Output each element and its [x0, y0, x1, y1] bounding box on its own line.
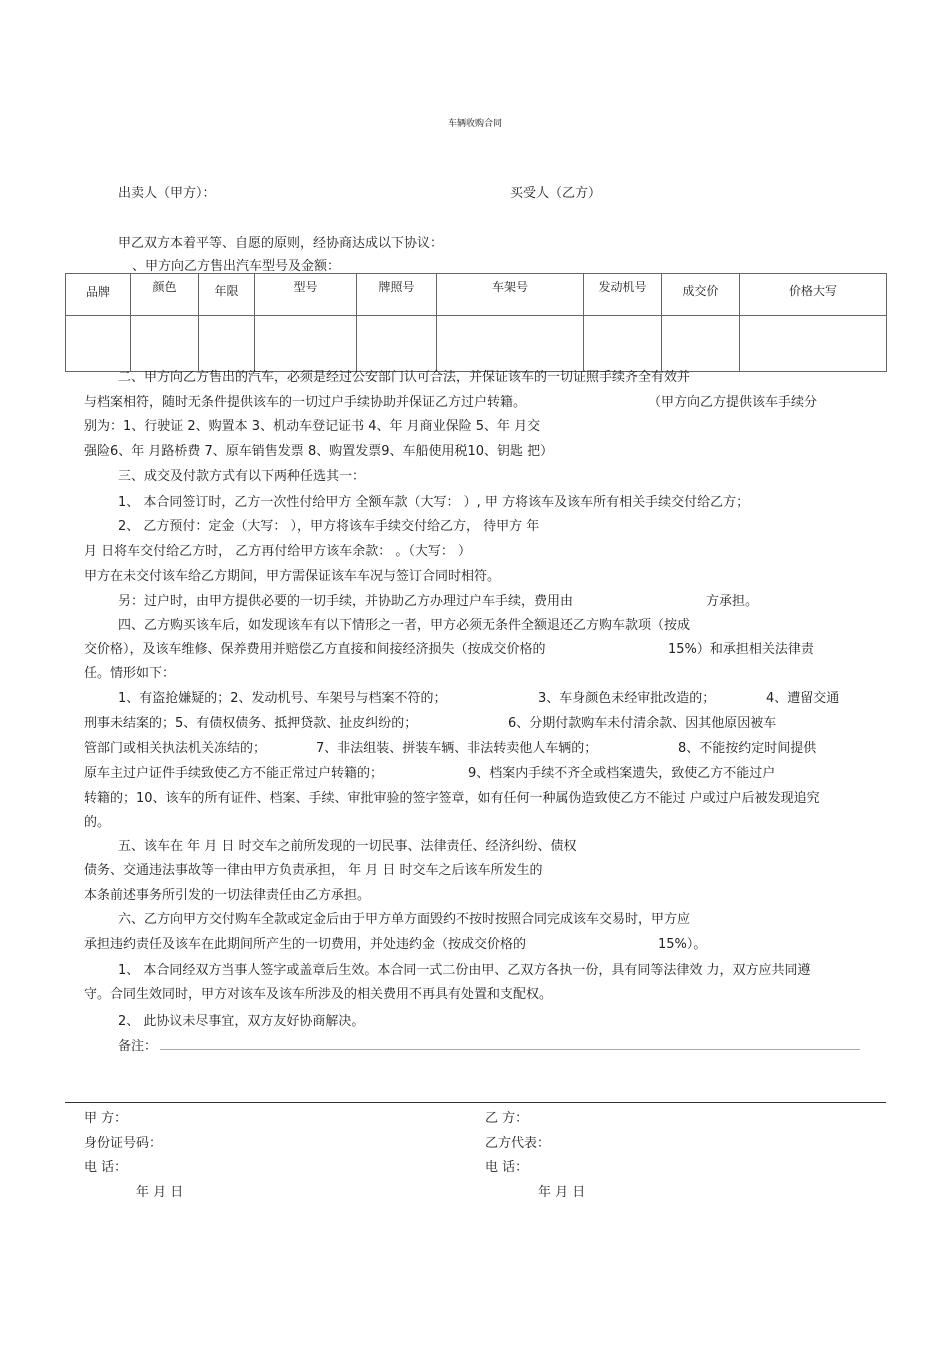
section2-line3: 别为：1、行驶证 2、购置本 3、机动车登记证书 4、年 月商业保险 5、年 月交 [84, 419, 541, 434]
section3-option2-cont: 月 日将车交付给乙方时， 乙方再付给甲方该车余款： 。（大写： ） [84, 544, 472, 559]
col-plate: 牌照号 [357, 274, 437, 316]
section2-line4: 强险6、年 月路桥费 7、原车销售发票 8、购置发票9、车船使用税10、钥匙 把） [84, 444, 554, 459]
section4-line6-c: 8、不能按约定时间提供 [678, 741, 817, 756]
cell-price[interactable] [662, 316, 740, 372]
section2-line1: 二、甲方向乙方售出的汽车，必须是经过公安部门认可合法，并保证该车的一切证照手续齐全有效并 [118, 370, 691, 385]
seller-label: 出卖人（甲方）： [118, 186, 216, 201]
cell-vin[interactable] [437, 316, 584, 372]
page-title: 车辆收购合同 [447, 119, 502, 129]
section4-line2: 交价格），及该车维修、保养费用并赔偿乙方直接和间接经济损失（按成交价格的 [84, 642, 546, 657]
section6-line1: 六、乙方向甲方交付购车全款或定金后由于甲方单方面毁约不按时按照合同完成该车交易时，甲方应 [118, 912, 691, 927]
section6-line2-end: 15%）。 [658, 937, 707, 952]
section2-line2: 与档案相符，随时无条件提供该车的一切过户手续协助并保证乙方过户转籍。 [84, 395, 527, 410]
cell-engine[interactable] [584, 316, 662, 372]
final-clause1-cont: 守。合同生效同时，甲方对该车及该车所涉及的相关费用不再具有处置和支配权。 [84, 987, 553, 1002]
section4-line7: 原车主过户证件手续致使乙方不能正常过户转籍的； [84, 766, 384, 781]
section3-guarantee: 甲方在未交付该车给乙方期间，甲方需保证该车车况与签订合同时相符。 [84, 569, 501, 584]
remarks-label: 备注： [118, 1039, 158, 1054]
date-a: 年 月 日 [136, 1185, 184, 1200]
section4-line6-b: 7、非法组装、拼装车辆、非法转卖他人车辆的； [316, 741, 598, 756]
cell-years[interactable] [199, 316, 255, 372]
phone-b-label: 电 话： [485, 1160, 529, 1175]
id-number-label: 身份证号码： [84, 1136, 163, 1151]
buyer-label: 买受人（乙方） [510, 186, 602, 201]
section4-line5: 刑事未结案的；5、有债权债务、抵押贷款、扯皮纠纷的； [84, 716, 418, 731]
section4-line4: 1、有盗抢嫌疑的；2、发动机号、车架号与档案不符的； [118, 691, 447, 706]
table-header-row [66, 274, 887, 316]
cell-plate[interactable] [357, 316, 437, 372]
col-model: 型号 [255, 274, 357, 316]
rep-b-label: 乙方代表： [485, 1136, 551, 1151]
table-row [66, 316, 887, 372]
section4-line9: 的。 [84, 815, 111, 830]
section4-line3: 任。情形如下： [84, 666, 176, 681]
section2-line2-note: （甲方向乙方提供该车手续分 [648, 395, 818, 410]
section4-line8: 转籍的；10、该车的所有证件、档案、手续、审批审验的签字签章，如有任何一种属伪造致使乙方不能过 户或过户后被发现追究 [84, 791, 820, 806]
col-brand: 品牌 [66, 274, 131, 316]
col-years: 年限 [199, 274, 255, 316]
section3-option1: 1、 本合同签订时，乙方一次性付给甲方 全额车款（大写： ）, 甲 方将该车及该车所有相关手续交付给乙方； [118, 495, 750, 510]
phone-a-label: 电 话： [84, 1160, 128, 1175]
final-clause1: 1、 本合同经双方当事人签字或盖章后生效。本合同一式二份由甲、乙双方各执一份，具有同等法律效 力，双方应共同遵 [118, 963, 811, 978]
col-price-words: 价格大写 [740, 274, 887, 316]
remarks-line[interactable] [160, 1049, 860, 1050]
section1-title: 、甲方向乙方售出汽车型号及金额： [132, 259, 341, 274]
section5-line3: 本条前述事务所引发的一切法律责任由乙方承担。 [84, 888, 371, 903]
cell-model[interactable] [255, 316, 357, 372]
section3-transfer: 另：过户时，由甲方提供必要的一切手续，并协助乙方办理过户车手续，费用由 [118, 594, 574, 609]
col-engine: 发动机号 [584, 274, 662, 316]
party-b-label: 乙 方： [485, 1111, 529, 1126]
party-a-label: 甲 方： [84, 1111, 128, 1126]
col-price: 成交价 [662, 274, 740, 316]
section4-line1: 四、乙方购买该车后，如发现该车有以下情形之一者，甲方必须无条件全额退还乙方购车款项（按成 [118, 618, 691, 633]
section6-line2: 承担违约责任及该车在此期间所产生的一切费用，并处违约金（按成交价格的 [84, 937, 527, 952]
final-clause2: 2、 此协议未尽事宜，双方友好协商解决。 [118, 1014, 365, 1029]
cell-brand[interactable] [66, 316, 131, 372]
section3-title: 三、成交及付款方式有以下两种任选其一： [118, 469, 366, 484]
section4-line4-c: 4、遭留交通 [766, 691, 840, 706]
section4-line6: 管部门或相关执法机关冻结的； [84, 741, 267, 756]
section3-transfer-end: 方承担。 [706, 594, 759, 609]
section4-line5-b: 6、分期付款购车未付清余款、因其他原因被车 [508, 716, 777, 731]
date-b: 年 月 日 [538, 1185, 586, 1200]
col-vin: 车架号 [437, 274, 584, 316]
section5-line2: 债务、交通违法事故等一律由甲方负责承担， 年 月 日 时交车之后该车所发生的 [84, 863, 543, 878]
section4-line4-b: 3、车身颜色未经审批改造的； [538, 691, 716, 706]
section3-option2: 2、 乙方预付：定金（大写： ），甲方将该车手续交付给乙方， 待甲方 年 [118, 519, 540, 534]
section4-line7-b: 9、档案内手续不齐全或档案遗失，致使乙方不能过户 [468, 766, 776, 781]
intro-text: 甲乙双方本着平等、自愿的原则，经协商达成以下协议： [118, 236, 444, 251]
col-color: 颜色 [131, 274, 199, 316]
vehicle-table [65, 273, 887, 372]
section4-line2-end: 15%）和承担相关法律责 [668, 642, 814, 657]
section5-line1: 五、该车在 年 月 日 时交车之前所发现的一切民事、法律责任、经济纠纷、债权 [118, 839, 577, 854]
cell-price-words[interactable] [740, 316, 887, 372]
signature-divider [65, 1102, 886, 1103]
cell-color[interactable] [131, 316, 199, 372]
